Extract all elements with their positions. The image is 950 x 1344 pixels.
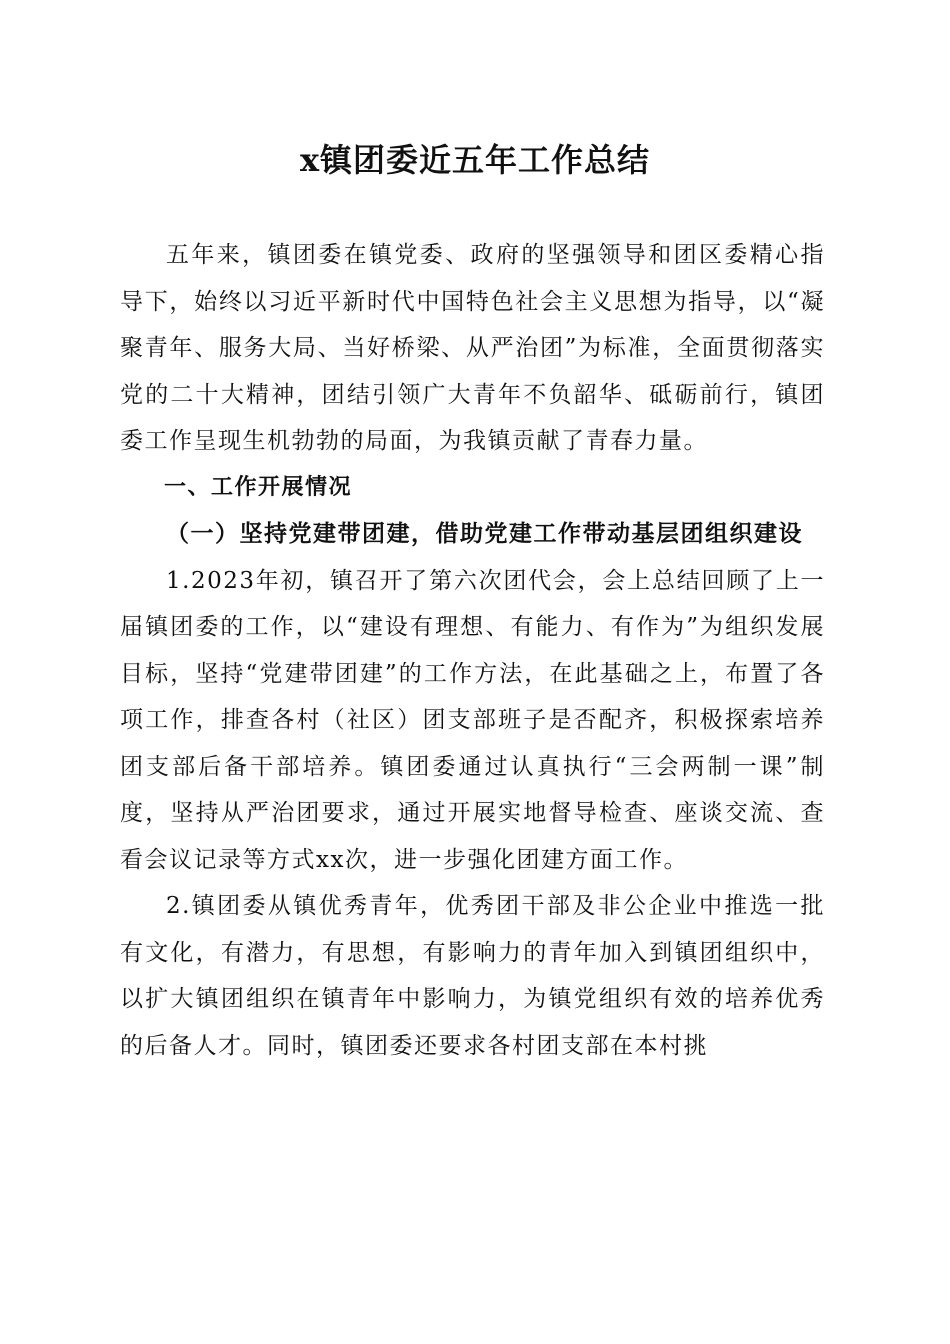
paragraph-item-1: 1.2023年初，镇召开了第六次团代会，会上总结回顾了上一届镇团委的工作，以“建设有理想、有能力、有作为”为组织发展目标，坚持“党建带团建”的工作方法，在此基础之上，布置了各项工作，排查各村（社区）团支部班子是否配齐，积极探索培养团支部后备干部培养。镇团委通过认真执行“三会两制一课”制度，坚持从严治团要求，通过开展实地督导检查、座谈交流、查看会议记录等方式xx次，进一步强化团建方面工作。: [120, 567, 825, 873]
section-heading-1: 一、工作开展情况: [164, 474, 353, 500]
document-title: x镇团委近五年工作总结: [299, 141, 651, 179]
document-body: [120, 232, 825, 1069]
subsection-heading-1: （一）坚持党建带团建，借助党建工作带动基层团组织建设: [166, 520, 803, 547]
paragraph-item-2: 2.镇团委从镇优秀青年，优秀团干部及非公企业中推选一批有文化，有潜力，有思想，有影响力的青年加入到镇团组织中，以扩大镇团组织在镇青年中影响力，为镇党组织有效的培养优秀的后备人才。同时，镇团委还要求各村团支部在本村挑: [120, 893, 825, 1059]
paragraph-intro: 五年来，镇团委在镇党委、政府的坚强领导和团区委精心指导下，始终以习近平新时代中国特色社会主义思想为指导，以“凝聚青年、服务大局、当好桥梁、从严治团”为标准，全面贯彻落实党的二十大精神，团结引领广大青年不负韶华、砥砺前行，镇团委工作呈现生机勃勃的局面，为我镇贡献了青春力量。: [120, 242, 825, 454]
